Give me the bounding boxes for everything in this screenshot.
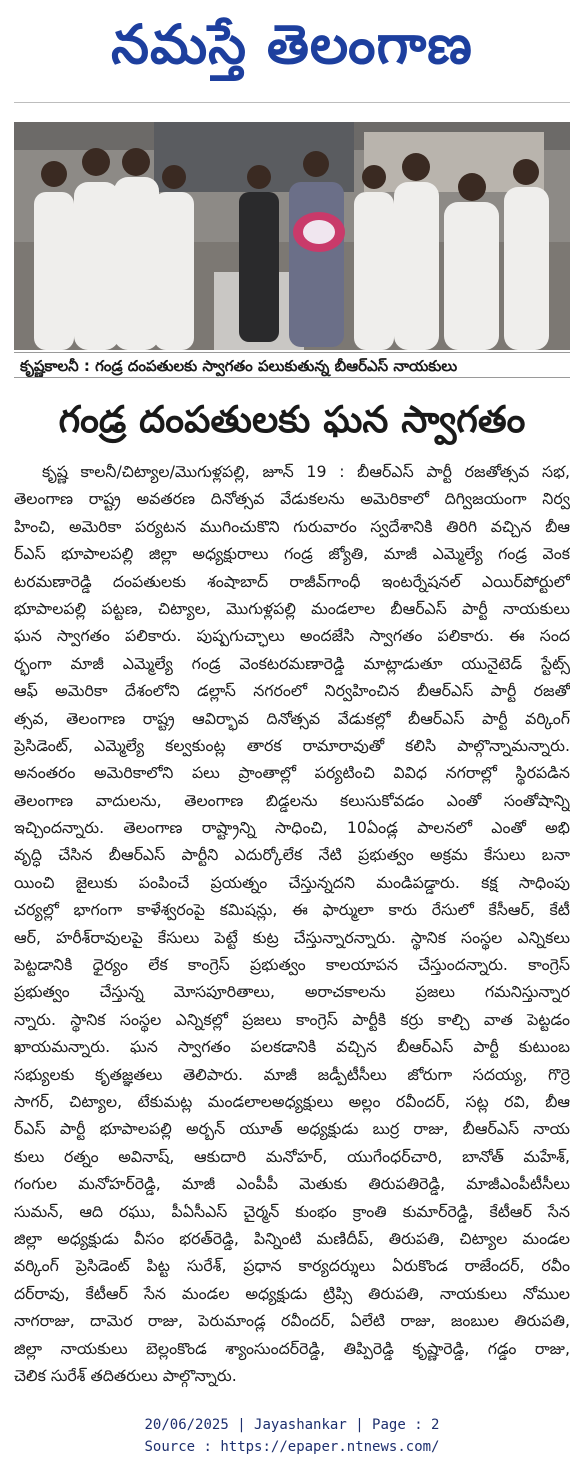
article-body-line: న్నారు. స్థానిక సంస్థల ఎన్నికల్లో ప్రజలు కాంగ్రెస్ పార్టీకి కర్రు కాల్చి వాత పెట్టడం xyxy=(14,1009,570,1029)
article-body-line: ఖాయమన్నారు. ఘన స్వాగతం పలకడానికి వచ్చిన బీఆర్ఎస్ పార్టీ కుటుంబ xyxy=(14,1037,570,1057)
article-body xyxy=(14,458,570,1389)
masthead-title: నమస్తే తెలంగాణ xyxy=(111,13,473,76)
photo-caption: కృష్ణకాలనీ : గండ్ర దంపతులకు స్వాగతం పలుకుతున్న బీఆర్ఎస్ నాయకులు xyxy=(14,352,570,378)
crowd-photo-illustration xyxy=(14,122,570,350)
article-body-line: జిల్లా అధ్యక్షుడు వీసం భరత్‌రెడ్డి, పిన్నింటి మణిదీప్, తిరుపతి, చిట్యాల మండల xyxy=(14,1228,570,1248)
article-body-line: ఇచ్చిందన్నారు. తెలంగాణ రాష్ట్రాన్ని సాధించి, 10ఏండ్ల పాలనలో ఎంతో అభి xyxy=(14,818,570,838)
article-body-line: దర్‌రావు, కేటీఆర్ సేన మండల అధ్యక్షుడు ట్రిప్సి తిరుపతి, నాయకులు నోముల xyxy=(14,1283,570,1303)
article-body-line: సాగర్, చిట్యాల, టేకుమట్ల మండలాలఅధ్యక్షులు అల్లం రవీందర్, సట్ల రవి, బీఆ xyxy=(14,1091,570,1111)
article-body-line: త్సవ, తెలంగాణ రాష్ట్ర ఆవిర్భావ దినోత్సవ వేడుకల్లో బీఆర్ఎస్ పార్టీ వర్కింగ్ xyxy=(14,708,570,728)
article-body-line: ర్ఎస్ భూపాలపల్లి జిల్లా అధ్యక్షురాలు గండ్ర జ్యోతి, మాజీ ఎమ్మెల్యే గండ్ర వెంక xyxy=(14,544,570,564)
article-body-line: ర్భంగా మాజీ ఎమ్మెల్యే గండ్ర వెంకటరమణారెడ్డి మాట్లాడుతూ యునైటెడ్ స్టేట్స్ xyxy=(14,653,570,673)
article-body-line: ఆఫ్ అమెరికా దేశంలోని డల్లాస్ నగరంలో నిర్వహించిన బీఆర్ఎస్ పార్టీ రజతో xyxy=(14,681,570,701)
article-body-line: వర్కింగ్ ప్రెసిడెంట్ పిట్ట సురేశ్, ప్రధాన కార్యదర్శులు ఏరుకొండ రాజేందర్, రవీం xyxy=(14,1256,570,1276)
article-body-line: యించి జైలుకు పంపించే ప్రయత్నం చేస్తున్నదని మండిపడ్డారు. కక్ష సాధింపు xyxy=(14,872,570,892)
article-body-line: చర్యల్లో భాగంగా కాళేశ్వరంపై కమిషన్లు, ఈ ఫార్ములా కారు రేసులో కేసీఆర్, కేటీ xyxy=(14,900,570,920)
article-body-line: పెట్టడానికి ధైర్యం లేక కాంగ్రెస్ ప్రభుత్వం కాలయాపన చేస్తుందన్నారు. కాంగ్రెస్ xyxy=(14,955,570,975)
article-body-line: తెలంగాణ వాదులను, తెలంగాణ బిడ్డలను కలుసుకోవడం ఎంతో సంతోషాన్ని xyxy=(14,790,570,810)
masthead xyxy=(0,6,584,84)
footer-source: Source : https://epaper.ntnews.com/ xyxy=(144,1439,440,1455)
article-body-line: కృష్ణ కాలనీ/చిట్యాల/మొగుళ్లపల్లి, జూన్ 19 : బీఆర్ఎస్ పార్టీ రజతోత్సవ సభ, xyxy=(42,462,570,481)
article-body-line: చెలిక సురేశ్ తదితరులు పాల్గొన్నారు. xyxy=(14,1365,237,1385)
article-body-line: హించి, అమెరికా పర్యటన ముగించుకొని గురువారం స్వదేశానికి తిరిగి వచ్చిన బీఆ xyxy=(14,516,570,536)
article-body-line: ఆర్, హరీశ్‌రావులపై కేసులు పెట్టే కుట్ర చేస్తున్నారన్నారు. స్థానిక సంస్థల ఎన్నికలు xyxy=(14,927,570,947)
article-body-line: ర్ఎస్ పార్టీ భూపాలపల్లి అర్బన్ యూత్ అధ్యక్షుడు బుర్ర రాజు, బీఆర్ఎస్ నాయ xyxy=(14,1119,570,1139)
article-body-line: తెలంగాణ రాష్ట్ర అవతరణ దినోత్సవ వేడుకలను అమెరికాలో దిగ్విజయంగా నిర్వ xyxy=(14,489,570,509)
article-body-line: ప్రభుత్వం చేస్తున్న మోసపూరితాలు, అరాచకాలను ప్రజలు గమనిస్తున్నార xyxy=(14,982,570,1002)
article-body-line: జిల్లా నాయకులు బెల్లంకొండ శ్యాంసుందర్‌రెడ్డి, తిప్పిరెడ్డి కృష్ణారెడ్డి, గడ్డం రాజు, xyxy=(14,1338,570,1358)
article-body-line: ఘన స్వాగతం పలికారు. పుష్పగుచ్ఛాలు అందజేసి స్వాగతం పలికారు. ఈ సంద xyxy=(14,626,570,646)
article-headline: గండ్ర దంపతులకు ఘన స్వాగతం xyxy=(58,398,526,441)
article-body-line: భూపాలపల్లి పట్టణ, చిట్యాల, మొగుళ్లపల్లి మండలాల బీఆర్ఎస్ పార్టీ నాయకులు xyxy=(14,598,570,618)
news-photo xyxy=(14,122,570,350)
article-body-line: అనంతరం అమెరికాలోని పలు ప్రాంతాల్లో పర్యటించి వివిధ నగరాల్లో స్థిరపడిన xyxy=(14,763,570,783)
article-body-line: గంగుల మనోహర్‌రెడ్డి, మాజీ ఎంపీపీ మెతుకు తిరుపతిరెడ్డి, మాజీఎంపీటీసీలు xyxy=(14,1174,570,1194)
masthead-divider xyxy=(14,102,570,103)
article-body-line: సుమన్, ఆది రఘు, పీఏసీఎస్ చైర్మన్ కుంభం క్రాంతి కుమార్‌రెడ్డి, కేటీఆర్ సేన xyxy=(14,1201,570,1221)
article-body-line: ప్రెసిడెంట్, ఎమ్మెల్యే కల్వకుంట్ల తారక రామారావుతో కలిసి పాల్గొన్నామన్నారు. xyxy=(14,735,570,755)
footer-dateline: 20/06/2025 | Jayashankar | Page : 2 xyxy=(144,1417,440,1433)
article-body-line: కులు రత్నం అవినాష్, ఆకుదారి మనోహర్, యుగేంధర్‌చారి, బానోత్ మహేశ్, xyxy=(14,1146,570,1166)
article-body-line: సభ్యులకు కృతజ్ఞతలు తెలిపారు. మాజీ జడ్పీటీసీలు జోరుగా సదయ్య, గొర్రె xyxy=(14,1064,570,1084)
article-body-line: టరమణారెడ్డి దంపతులకు శంషాబాద్ రాజీవ్‌గాంధీ ఇంటర్నేషనల్ ఎయిర్‌పోర్టులో xyxy=(14,571,570,591)
article-body-line: నాగరాజు, దామెర రాజు, పెరుమాండ్ల రవీందర్, ఏలేటి రాజు, జంబుల తిరుపతి, xyxy=(14,1311,570,1331)
footer xyxy=(0,1414,584,1458)
article-body-line: వృద్ధి చేసిన బీఆర్ఎస్ పార్టీని ఎదుర్కోలేక నేటి ప్రభుత్వం అక్రమ కేసులు బనా xyxy=(14,845,570,865)
